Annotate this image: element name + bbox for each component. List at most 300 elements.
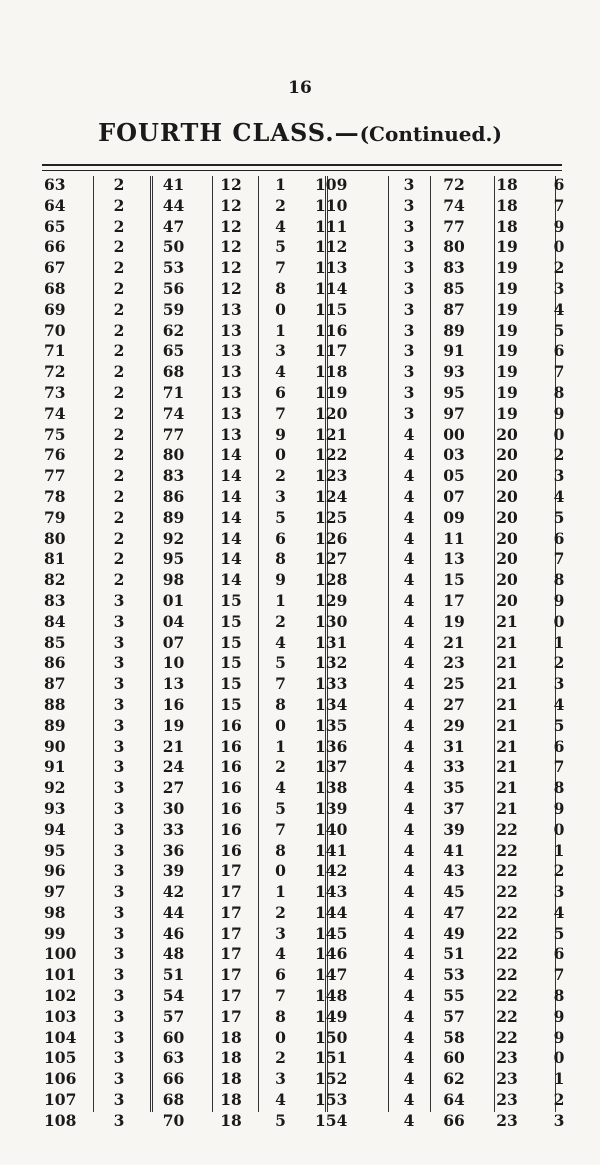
table-cell: 2 [113, 299, 125, 319]
table-cell: 3 [113, 861, 125, 881]
table-cell: 3 [403, 237, 415, 257]
table-cell: 2 [113, 403, 125, 423]
table-cell: 106 [44, 1069, 77, 1089]
table-cell: 77 [443, 216, 465, 236]
table-cell: 3 [113, 757, 125, 777]
table-cell: 3 [403, 403, 415, 423]
table-cell: 17 [220, 965, 242, 985]
table-cell: 6 [553, 528, 565, 548]
table-cell: 2 [113, 424, 125, 444]
table-cell: 4 [403, 1048, 415, 1068]
table-row [44, 487, 574, 508]
table-cell: 144 [315, 902, 348, 922]
table-cell: 17 [220, 861, 242, 881]
table-cell: 4 [403, 819, 415, 839]
table-cell: 98 [162, 570, 185, 590]
table-cell: 14 [220, 507, 242, 527]
table-cell: 5 [275, 237, 286, 257]
table-cell: 3 [403, 299, 415, 319]
table-cell: 7 [275, 403, 286, 423]
table-cell: 3 [553, 466, 565, 486]
table-row [44, 965, 574, 986]
table-cell: 3 [113, 882, 125, 902]
table-cell: 4 [403, 694, 415, 714]
table-cell: 19 [496, 403, 518, 423]
table-cell: 2 [113, 549, 125, 569]
table-cell: 85 [44, 632, 66, 652]
table-cell: 110 [315, 195, 348, 215]
top-rule-thin [42, 170, 562, 171]
table-cell: 82 [44, 570, 66, 590]
table-cell: 4 [275, 944, 286, 964]
table-cell: 4 [403, 986, 415, 1006]
table-cell: 1 [275, 736, 286, 756]
table-cell: 0 [275, 1027, 286, 1047]
table-cell: 7 [553, 757, 565, 777]
table-cell: 16 [220, 757, 242, 777]
table-cell: 13 [220, 362, 242, 382]
table-cell: 17 [220, 986, 242, 1006]
table-cell: 4 [275, 1090, 286, 1110]
page-number: 16 [288, 78, 312, 98]
table-cell: 4 [275, 362, 286, 382]
table-cell: 22 [496, 944, 518, 964]
table-cell: 95 [44, 840, 66, 860]
table-cell: 3 [403, 175, 415, 194]
table-cell: 86 [162, 486, 185, 506]
table-row [44, 903, 574, 924]
table-cell: 17 [220, 882, 242, 902]
table-cell: 23 [496, 1110, 518, 1130]
table-row [44, 175, 574, 196]
table-cell: 68 [44, 278, 66, 298]
table-cell: 8 [275, 549, 286, 569]
table-cell: 12 [220, 278, 242, 298]
table-cell: 93 [443, 362, 465, 382]
table-row [44, 633, 574, 654]
table-cell: 4 [553, 902, 565, 922]
table-cell: 4 [403, 965, 415, 985]
table-cell: 2 [113, 382, 125, 402]
table-cell: 24 [162, 757, 185, 777]
table-cell: 148 [315, 986, 348, 1006]
table-cell: 6 [275, 528, 286, 548]
table-cell: 89 [44, 715, 66, 735]
table-cell: 4 [275, 216, 286, 236]
table-cell: 126 [315, 528, 348, 548]
table-cell: 2 [275, 1048, 286, 1068]
table-cell: 153 [315, 1090, 348, 1110]
table-cell: 17 [220, 923, 242, 943]
table-cell: 4 [275, 632, 286, 652]
table-cell: 4 [403, 549, 415, 569]
table-cell: 18 [220, 1069, 242, 1089]
table-cell: 6 [553, 175, 565, 194]
table-cell: 141 [315, 840, 348, 860]
table-cell: 54 [162, 986, 185, 1006]
table-cell: 09 [443, 507, 465, 527]
table-row [44, 529, 574, 550]
table-cell: 3 [113, 840, 125, 860]
table-cell: 3 [553, 674, 565, 694]
table-cell: 0 [275, 861, 286, 881]
table-cell: 53 [162, 258, 185, 278]
table-cell: 15 [220, 653, 242, 673]
table-row [44, 425, 574, 446]
table-cell: 16 [220, 819, 242, 839]
table-cell: 59 [162, 299, 185, 319]
table-cell: 51 [162, 965, 185, 985]
table-cell: 44 [162, 195, 185, 215]
table-cell: 142 [315, 861, 348, 881]
table-cell: 07 [443, 486, 465, 506]
table-cell: 77 [44, 466, 66, 486]
table-cell: 3 [403, 382, 415, 402]
table-cell: 77 [162, 424, 185, 444]
table-cell: 15 [443, 570, 465, 590]
table-cell: 73 [44, 382, 66, 402]
table-cell: 108 [44, 1110, 77, 1130]
table-cell: 154 [315, 1110, 348, 1130]
table-cell: 18 [220, 1090, 242, 1110]
table-row [44, 217, 574, 238]
table-row [44, 549, 574, 570]
table-cell: 85 [443, 278, 465, 298]
table-cell: 18 [220, 1048, 242, 1068]
table-cell: 44 [162, 902, 185, 922]
table-row [44, 799, 574, 820]
table-cell: 33 [443, 757, 465, 777]
table-cell: 21 [162, 736, 185, 756]
table-cell: 107 [44, 1090, 77, 1110]
table-cell: 14 [220, 486, 242, 506]
table-cell: 13 [443, 549, 465, 569]
table-cell: 45 [443, 882, 465, 902]
table-cell: 33 [162, 819, 185, 839]
table-cell: 13 [162, 674, 185, 694]
table-cell: 41 [162, 175, 185, 194]
table-cell: 89 [443, 320, 465, 340]
table-cell: 3 [113, 653, 125, 673]
table-cell: 8 [275, 840, 286, 860]
table-cell: 4 [403, 840, 415, 860]
table-cell: 12 [220, 216, 242, 236]
table-cell: 3 [113, 632, 125, 652]
table-row [44, 757, 574, 778]
table-cell: 2 [275, 757, 286, 777]
table-row [44, 695, 574, 716]
table-cell: 22 [496, 986, 518, 1006]
table-cell: 79 [44, 507, 66, 527]
table-row [44, 674, 574, 695]
table-cell: 21 [496, 694, 518, 714]
table-cell: 70 [162, 1110, 185, 1130]
table-cell: 0 [553, 237, 565, 257]
table-cell: 66 [44, 237, 66, 257]
table-row [44, 612, 574, 633]
table-cell: 0 [275, 299, 286, 319]
table-cell: 3 [113, 694, 125, 714]
table-cell: 8 [275, 694, 286, 714]
table-cell: 147 [315, 965, 348, 985]
table-cell: 23 [496, 1090, 518, 1110]
table-cell: 23 [496, 1048, 518, 1068]
table-cell: 7 [553, 965, 565, 985]
table-cell: 9 [275, 570, 286, 590]
table-cell: 101 [44, 965, 77, 985]
table-cell: 19 [496, 362, 518, 382]
table-cell: 96 [44, 861, 66, 881]
table-cell: 22 [496, 882, 518, 902]
table-row [44, 466, 574, 487]
table-cell: 43 [443, 861, 465, 881]
table-cell: 4 [403, 466, 415, 486]
table-cell: 4 [403, 653, 415, 673]
table-cell: 3 [113, 778, 125, 798]
table-cell: 4 [403, 590, 415, 610]
table-cell: 05 [443, 466, 465, 486]
table-cell: 3 [113, 965, 125, 985]
table-cell: 1 [553, 632, 565, 652]
table-cell: 10 [162, 653, 185, 673]
table-cell: 113 [315, 258, 348, 278]
table-cell: 17 [220, 944, 242, 964]
table-cell: 4 [403, 715, 415, 735]
table-cell: 19 [443, 611, 465, 631]
table-cell: 74 [162, 403, 185, 423]
table-cell: 35 [443, 778, 465, 798]
table-cell: 3 [113, 986, 125, 1006]
table-cell: 100 [44, 944, 77, 964]
table-cell: 4 [403, 424, 415, 444]
top-rule [42, 164, 562, 166]
table-row [44, 882, 574, 903]
table-cell: 4 [403, 861, 415, 881]
table-cell: 7 [553, 549, 565, 569]
table-cell: 1 [275, 590, 286, 610]
table-cell: 3 [113, 1006, 125, 1026]
table-cell: 13 [220, 382, 242, 402]
table-cell: 87 [44, 674, 66, 694]
table-cell: 9 [553, 1027, 565, 1047]
table-cell: 135 [315, 715, 348, 735]
table-cell: 2 [275, 611, 286, 631]
table-cell: 23 [443, 653, 465, 673]
table-cell: 4 [403, 1090, 415, 1110]
table-cell: 91 [443, 341, 465, 361]
table-cell: 63 [44, 175, 66, 194]
table-cell: 9 [553, 403, 565, 423]
table-cell: 2 [113, 175, 125, 194]
table-cell: 22 [496, 1027, 518, 1047]
table-cell: 5 [275, 653, 286, 673]
table-cell: 21 [496, 736, 518, 756]
table-cell: 21 [443, 632, 465, 652]
table-cell: 62 [443, 1069, 465, 1089]
table-cell: 3 [113, 819, 125, 839]
table-row [44, 986, 574, 1007]
table-cell: 8 [553, 986, 565, 1006]
table-cell: 4 [403, 1006, 415, 1026]
table-cell: 25 [443, 674, 465, 694]
table-cell: 01 [162, 590, 185, 610]
table-cell: 15 [220, 611, 242, 631]
table-cell: 140 [315, 819, 348, 839]
table-cell: 116 [315, 320, 348, 340]
table-cell: 4 [403, 923, 415, 943]
table-cell: 9 [553, 798, 565, 818]
table-cell: 5 [553, 507, 565, 527]
table-cell: 19 [162, 715, 185, 735]
table-cell: 3 [113, 1110, 125, 1130]
table-cell: 150 [315, 1027, 348, 1047]
table-cell: 2 [113, 237, 125, 257]
table-row [44, 279, 574, 300]
table-cell: 4 [403, 902, 415, 922]
table-cell: 151 [315, 1048, 348, 1068]
table-cell: 65 [162, 341, 185, 361]
table-cell: 22 [496, 902, 518, 922]
table-cell: 3 [275, 923, 286, 943]
table-cell: 20 [496, 570, 518, 590]
table-cell: 19 [496, 258, 518, 278]
table-cell: 3 [113, 1027, 125, 1047]
table-cell: 3 [553, 1110, 565, 1130]
table-cell: 22 [496, 965, 518, 985]
table-cell: 9 [553, 216, 565, 236]
table-cell: 4 [403, 507, 415, 527]
table-cell: 98 [44, 902, 66, 922]
table-cell: 2 [113, 362, 125, 382]
table-cell: 18 [220, 1110, 242, 1130]
table-cell: 94 [44, 819, 66, 839]
table-cell: 3 [403, 195, 415, 215]
table-cell: 4 [403, 882, 415, 902]
table-cell: 3 [113, 923, 125, 943]
table-row [44, 258, 574, 279]
table-cell: 9 [553, 590, 565, 610]
table-cell: 119 [315, 382, 348, 402]
table-cell: 20 [496, 486, 518, 506]
table-cell: 90 [44, 736, 66, 756]
table-cell: 103 [44, 1006, 77, 1026]
table-cell: 3 [403, 278, 415, 298]
table-cell: 22 [496, 840, 518, 860]
table-cell: 146 [315, 944, 348, 964]
table-cell: 4 [403, 736, 415, 756]
table-cell: 74 [44, 403, 66, 423]
table-cell: 4 [403, 611, 415, 631]
table-cell: 50 [162, 237, 185, 257]
table-cell: 2 [113, 445, 125, 465]
table-cell: 143 [315, 882, 348, 902]
table-cell: 66 [443, 1110, 465, 1130]
table-cell: 4 [403, 1110, 415, 1130]
table-cell: 2 [113, 507, 125, 527]
table-cell: 83 [162, 466, 185, 486]
table-cell: 53 [443, 965, 465, 985]
table-cell: 19 [496, 320, 518, 340]
table-row [44, 653, 574, 674]
table-cell: 0 [275, 445, 286, 465]
table-cell: 2 [553, 653, 565, 673]
table-cell: 80 [443, 237, 465, 257]
table-cell: 76 [44, 445, 66, 465]
table-cell: 18 [220, 1027, 242, 1047]
table-cell: 20 [496, 528, 518, 548]
table-cell: 4 [403, 528, 415, 548]
table-cell: 83 [443, 258, 465, 278]
table-cell: 71 [44, 341, 66, 361]
table-cell: 16 [220, 778, 242, 798]
table-cell: 6 [553, 944, 565, 964]
table-cell: 120 [315, 403, 348, 423]
table-cell: 12 [220, 195, 242, 215]
table-cell: 16 [220, 798, 242, 818]
table-cell: 84 [44, 611, 66, 631]
table-cell: 125 [315, 507, 348, 527]
table-cell: 69 [44, 299, 66, 319]
table-cell: 0 [275, 715, 286, 735]
table-cell: 42 [162, 882, 185, 902]
table-cell: 129 [315, 590, 348, 610]
table-row [44, 1069, 574, 1090]
table-cell: 2 [553, 445, 565, 465]
table-cell: 86 [44, 653, 66, 673]
table-cell: 31 [443, 736, 465, 756]
table-row [44, 445, 574, 466]
table-cell: 92 [44, 778, 66, 798]
table-cell: 95 [443, 382, 465, 402]
table-cell: 134 [315, 694, 348, 714]
table-cell: 3 [113, 590, 125, 610]
table-row [44, 508, 574, 529]
table-cell: 2 [275, 466, 286, 486]
table-cell: 4 [403, 1069, 415, 1089]
table-cell: 47 [162, 216, 185, 236]
table-cell: 14 [220, 528, 242, 548]
table-cell: 88 [44, 694, 66, 714]
table-cell: 2 [113, 341, 125, 361]
table-cell: 70 [44, 320, 66, 340]
reckoner-table [44, 175, 574, 1132]
table-row [44, 362, 574, 383]
table-cell: 3 [275, 1069, 286, 1089]
table-row [44, 1007, 574, 1028]
table-cell: 6 [553, 341, 565, 361]
table-cell: 16 [162, 694, 185, 714]
table-cell: 19 [496, 341, 518, 361]
table-cell: 56 [162, 278, 185, 298]
table-cell: 4 [403, 757, 415, 777]
table-cell: 21 [496, 798, 518, 818]
table-cell: 81 [44, 549, 66, 569]
table-cell: 7 [275, 819, 286, 839]
table-cell: 7 [553, 362, 565, 382]
table-cell: 4 [553, 694, 565, 714]
table-row [44, 383, 574, 404]
table-cell: 6 [275, 382, 286, 402]
table-cell: 12 [220, 237, 242, 257]
table-cell: 67 [44, 258, 66, 278]
table-cell: 128 [315, 570, 348, 590]
table-cell: 21 [496, 632, 518, 652]
table-cell: 04 [162, 611, 185, 631]
table-cell: 17 [220, 1006, 242, 1026]
table-cell: 19 [496, 382, 518, 402]
table-cell: 3 [403, 362, 415, 382]
table-cell: 13 [220, 403, 242, 423]
